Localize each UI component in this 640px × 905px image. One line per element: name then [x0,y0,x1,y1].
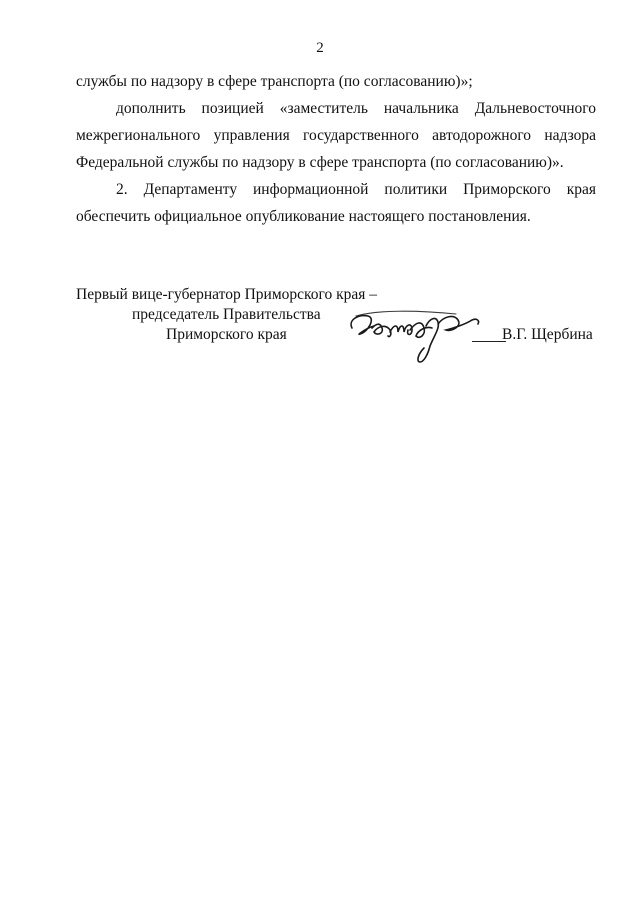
paragraph-amend-line-1: дополнить позицией «заместитель начальника Дальневосточного [116,100,596,117]
signer-title-line-1: Первый вице-губернатор Приморского края – [76,286,378,303]
page-number: 2 [316,40,324,56]
signer-title-line-2: председатель Правительства [132,306,321,323]
paragraph-item2-line-2: обеспечить официальное опубликование настоящего постановления. [76,208,531,225]
paragraph-continuation-line: службы по надзору в сфере транспорта (по согласованию)»; [76,73,473,90]
signature-underline [472,341,506,342]
handwritten-signature [346,306,486,368]
document-body [76,68,596,230]
paragraph-amend-line-3: Федеральной службы по надзору в сфере транспорта (по согласованию)». [76,154,564,171]
paragraph-item2-line-1: 2. Департаменту информационной политики Приморского края [116,181,596,198]
signer-title-line-3: Приморского края [166,326,287,343]
paragraph-amend-line-2: межрегионального управления государственного автодорожного надзора [76,127,596,144]
signer-name: В.Г. Щербина [502,326,593,343]
